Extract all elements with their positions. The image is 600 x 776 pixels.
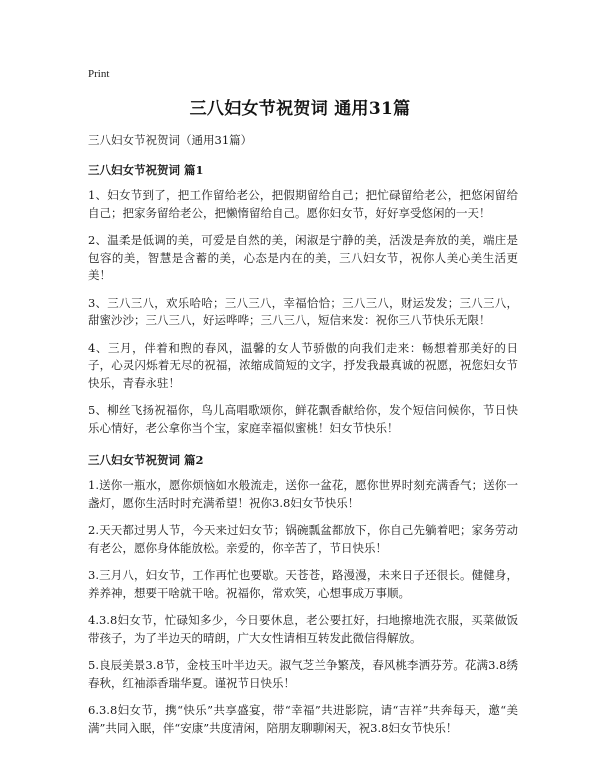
section-1 — [88, 161, 518, 437]
paragraph: 1、妇女节到了，把工作留给老公，把假期留给自己；把忙碌留给老公，把悠闲留给自己；把家务留给老公，把懒惰留给自己。愿你妇女节，好好享受悠闲的一天！ — [88, 188, 518, 220]
paragraph: 6.3.8妇女节，携“快乐”共享盛宴，带“幸福”共进影院，请“吉祥”共奔每天，邀“美满”共同入眠，伴“安康”共度清闲，陪朋友聊聊闲天，祝3.8妇女节快乐！ — [88, 703, 518, 735]
paragraph: 5.良辰美景3.8节，金枝玉叶半边天。淑气芝兰争繁茂，春风桃李洒芬芳。花满3.8绣春秋，红袖添香瑞华夏。谨祝节日快乐！ — [88, 658, 518, 690]
paragraph: 1.送你一瓶水，愿你烦恼如水般流走，送你一盆花，愿你世界时刻充满香气；送你一盏灯，愿你生活时时充满希望！祝你3.8妇女节快乐！ — [88, 478, 518, 510]
paragraph: 3.三月八，妇女节，工作再忙也要歇。天苍苍，路漫漫，未来日子还很长。健健身，养养神，想要干啥就干啥。祝福你，常欢笑，心想事成万事顺。 — [88, 568, 518, 600]
section-heading: 三八妇女节祝贺词 篇1 — [88, 163, 204, 177]
paragraph: 4、三月，伴着和煦的春风，温馨的女人节骄傲的向我们走来：畅想着那美好的日子，心灵闪烁着无尽的祝福，浓缩成简短的文字，抒发我最真诚的祝愿，祝您妇女节快乐，青春永驻！ — [88, 340, 518, 390]
page-title: 三八妇女节祝贺词 通用31篇 — [189, 99, 411, 119]
paragraph: 5、柳丝飞扬祝福你，鸟儿高唱歌颂你，鲜花飘香献给你，发个短信问候你，节日快乐心情好，老公拿你当个宝，家庭幸福似蜜桃！妇女节快乐！ — [88, 403, 518, 435]
section-2 — [88, 451, 518, 737]
article-body — [88, 131, 518, 747]
article-subtitle: 三八妇女节祝贺词（通用31篇） — [88, 133, 253, 147]
section-heading: 三八妇女节祝贺词 篇2 — [88, 453, 204, 467]
paragraph: 2.天天都过男人节，今天来过妇女节；锅碗瓢盆都放下，你自己先躺着吧；家务劳动有老公，愿你身体能放松。亲爱的，你辛苦了，节日快乐！ — [88, 523, 518, 555]
paragraph: 2、温柔是低调的美，可爱是自然的美，闲淑是宁静的美，活泼是奔放的美，端庄是包容的美，智慧是含蓄的美，心态是内在的美，三八妇女节，祝你人美心美生活更美！ — [88, 233, 518, 282]
paragraph: 4.3.8妇女节，忙碌知多少，今日要休息，老公要扛好，扫地擦地洗衣服，买菜做饭带孩子，为了半边天的晴朗，广大女性请相互转发此微信得解放。 — [88, 613, 518, 645]
print-link[interactable]: Print — [88, 68, 110, 80]
paragraph: 3、三八三八，欢乐哈哈；三八三八，幸福恰恰；三八三八，财运发发；三八三八，甜蜜沙沙；三八三八，好运哗哗；三八三八，短信来发：祝你三八节快乐无限！ — [88, 295, 518, 327]
